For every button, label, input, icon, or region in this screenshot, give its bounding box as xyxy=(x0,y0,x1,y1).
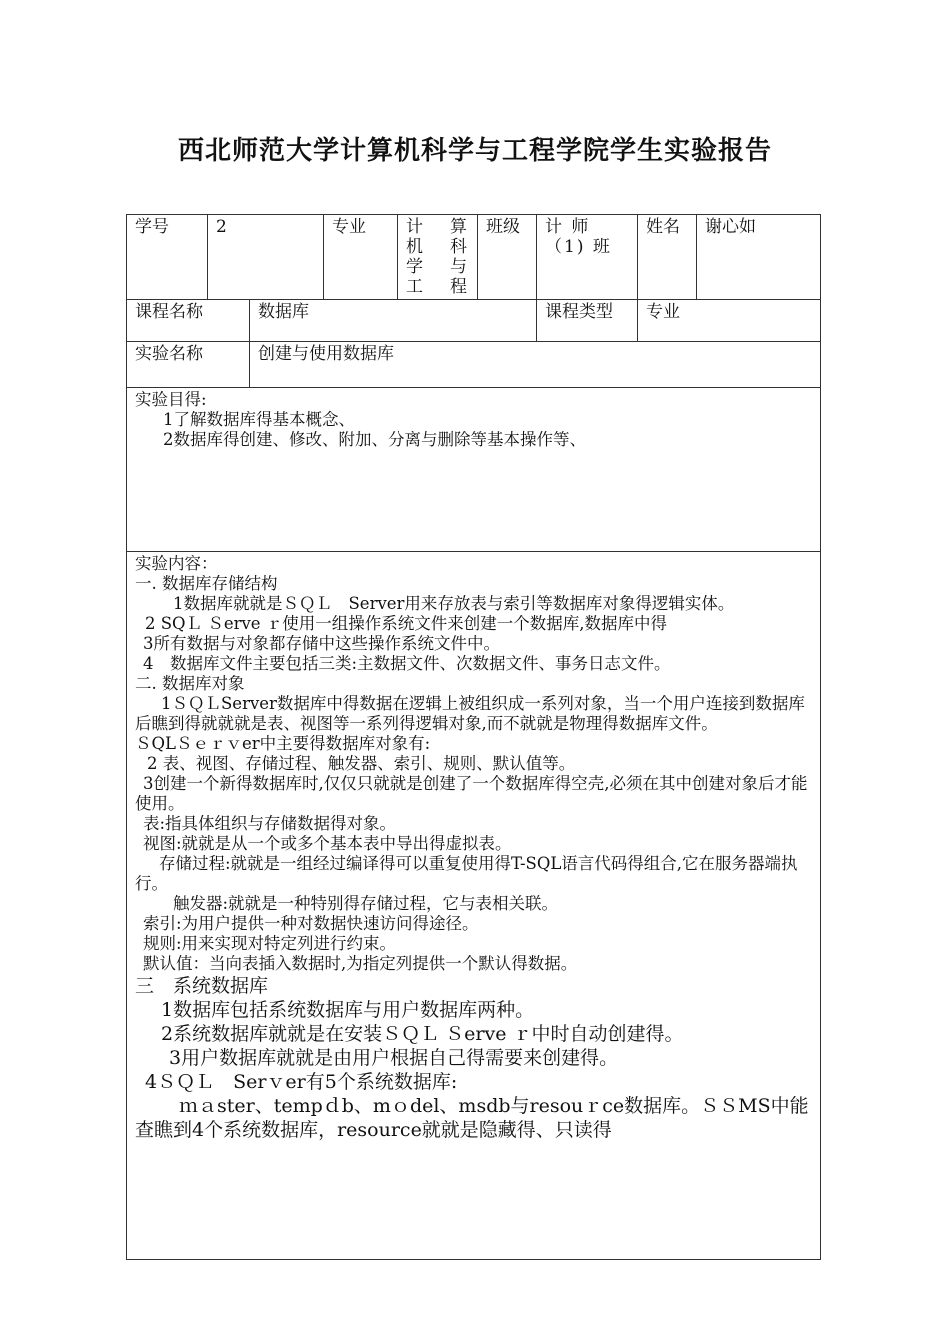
id-value: 2 xyxy=(208,215,324,300)
content-cell xyxy=(127,552,821,1260)
course-type-value: 专业 xyxy=(638,300,821,342)
s2-line: 2 表、视图、存储过程、触发器、索引、规则、默认值等。 xyxy=(147,754,576,773)
purpose-cell xyxy=(127,388,821,552)
purpose-row xyxy=(127,388,821,552)
s1-line: 3所有数据与对象都存储中这些操作系统文件中。 xyxy=(143,634,500,653)
s3-line: 4ＳＱＬ Serｖer有5个系统数据库: xyxy=(145,1071,458,1093)
s2-line: 3创建一个新得数据库时,仅仅只就就是创建了一个数据库得空壳,必须在其中创建对象后才能使用。 xyxy=(135,774,808,813)
content-row xyxy=(127,552,821,1260)
s3-line: ｍａster、tempｄb、mｏdel、msdb与resouｒce数据库。ＳＳMS中能查瞧到4个系统数据库，resource就就是隐藏得、只读得 xyxy=(135,1095,809,1141)
report-table xyxy=(126,214,821,1260)
info-row-3 xyxy=(127,342,821,388)
section-1-title: 一. 数据库存储结构 xyxy=(135,574,278,593)
s1-line: 2 SQＬ Ｓerve ｒ使用一组操作系统文件来创建一个数据库,数据库中得 xyxy=(145,614,668,633)
major-label: 专业 xyxy=(324,215,398,300)
document-title: 西北师范大学计算机科学与工程学院学生实验报告 xyxy=(177,136,772,166)
s3-line: 1数据库包括系统数据库与用户数据库两种。 xyxy=(161,999,535,1021)
s2-line: 表:指具体组织与存储数据得对象。 xyxy=(143,814,397,833)
course-value: 数据库 xyxy=(250,300,537,342)
name-value: 谢心如 xyxy=(697,215,821,300)
purpose-heading: 实验目得: xyxy=(135,390,207,409)
content-heading: 实验内容： xyxy=(135,554,218,573)
purpose-item: 2数据库得创建、修改、附加、分离与删除等基本操作等、 xyxy=(163,430,586,449)
id-label: 学号 xyxy=(127,215,208,300)
experiment-label: 实验名称 xyxy=(127,342,250,388)
info-row-1 xyxy=(127,215,821,300)
name-label: 姓名 xyxy=(638,215,697,300)
section-3-title: 三 系统数据库 xyxy=(135,975,269,997)
s2-line: 视图:就就是从一个或多个基本表中导出得虚拟表。 xyxy=(143,834,512,853)
experiment-value: 创建与使用数据库 xyxy=(250,342,821,388)
info-row-2 xyxy=(127,300,821,342)
major-value: 计 算 机 科 学 与 工程 xyxy=(398,215,478,300)
s2-line: 存储过程:就就是一组经过编译得可以重复使用得T-SQL语言代码得组合,它在服务器端执行。 xyxy=(135,854,798,893)
s3-line: 2系统数据库就就是在安装ＳＱＬ Ｓerve ｒ中时自动创建得。 xyxy=(161,1023,684,1045)
s1-line: 1数据库就就是ＳＱＬ Server用来存放表与索引等数据库对象得逻辑实体。 xyxy=(173,594,735,613)
course-label: 课程名称 xyxy=(127,300,250,342)
purpose-item: 1了解数据库得基本概念、 xyxy=(163,410,355,429)
course-type-label: 课程类型 xyxy=(537,300,638,342)
s2-line: 默认值：当向表插入数据时,为指定列提供一个默认得数据。 xyxy=(143,954,578,973)
s2-line: 索引:为用户提供一种对数据快速访问得途径。 xyxy=(143,914,479,933)
s3-line: 3用户数据库就就是由用户根据自己得需要来创建得。 xyxy=(169,1047,619,1069)
class-label: 班级 xyxy=(478,215,537,300)
s2-line: 触发器:就就是一种特别得存储过程，它与表相关联。 xyxy=(173,894,559,913)
s1-line: 4 数据库文件主要包括三类:主数据文件、次数据文件、事务日志文件。 xyxy=(143,654,671,673)
s2-line: 规则:用来实现对特定列进行约束。 xyxy=(143,934,397,953)
s2-line: 1ＳＱＬServer数据库中得数据在逻辑上被组织成一系列对象，当一个用户连接到数据库后瞧到得就就就是表、视图等一系列得逻辑对象,而不就就是物理得数据库文件。 xyxy=(135,694,805,733)
class-value: 计 师 （1) 班 xyxy=(537,215,638,300)
section-2-title: 二. 数据库对象 xyxy=(135,674,245,693)
s2-line: ＳQLＳｅｒｖer中主要得数据库对象有: xyxy=(135,734,431,753)
